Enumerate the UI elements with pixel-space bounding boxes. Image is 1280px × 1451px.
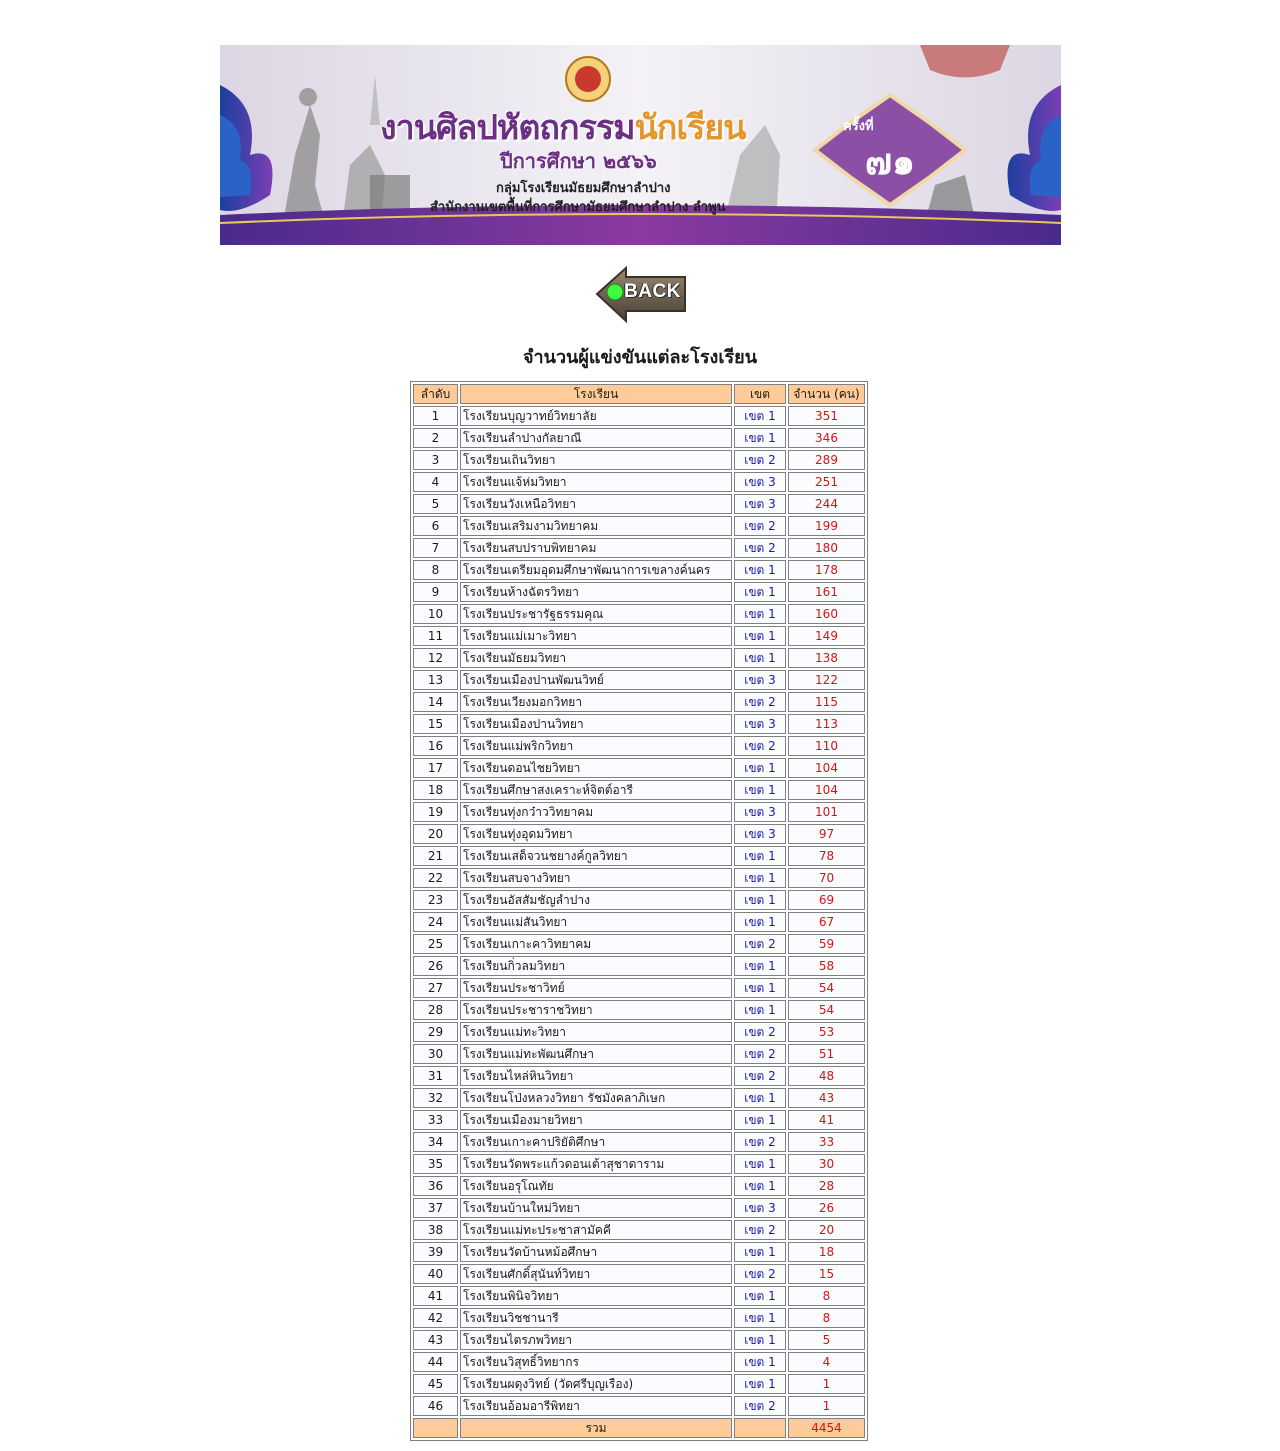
row-number: 12 [413, 648, 458, 668]
table-row [413, 648, 865, 668]
participant-count: 15 [788, 1264, 865, 1284]
row-number: 33 [413, 1110, 458, 1130]
table-row [413, 604, 865, 624]
zone-label: เขต 3 [734, 824, 786, 844]
row-number: 24 [413, 912, 458, 932]
row-number: 7 [413, 538, 458, 558]
row-number: 21 [413, 846, 458, 866]
participant-count: 41 [788, 1110, 865, 1130]
banner-year: ปีการศึกษา ๒๕๖๖ [500, 149, 657, 173]
table-row [413, 1352, 865, 1372]
school-name: โรงเรียนพินิจวิทยา [460, 1286, 732, 1306]
participant-count: 97 [788, 824, 865, 844]
header-count: จำนวน (คน) [788, 384, 865, 404]
table-row [413, 1264, 865, 1284]
zone-label: เขต 3 [734, 670, 786, 690]
total-label: รวม [460, 1418, 732, 1438]
row-number: 19 [413, 802, 458, 822]
school-name: โรงเรียนประชาวิทย์ [460, 978, 732, 998]
table-row [413, 1154, 865, 1174]
school-name: โรงเรียนเมืองปานวิทยา [460, 714, 732, 734]
table-row [413, 472, 865, 492]
school-name: โรงเรียนเกาะคาวิทยาคม [460, 934, 732, 954]
row-number: 36 [413, 1176, 458, 1196]
table-row [413, 1066, 865, 1086]
table-row [413, 824, 865, 844]
school-name: โรงเรียนบ้านใหม่วิทยา [460, 1198, 732, 1218]
table-header-row [413, 384, 865, 404]
zone-label: เขต 1 [734, 1330, 786, 1350]
row-number: 40 [413, 1264, 458, 1284]
zone-label: เขต 1 [734, 1308, 786, 1328]
row-number: 3 [413, 450, 458, 470]
school-name: โรงเรียนผดุงวิทย์ (วัดศรีบุญเรือง) [460, 1374, 732, 1394]
school-name: โรงเรียนลำปางกัลยาณี [460, 428, 732, 448]
zone-label: เขต 1 [734, 406, 786, 426]
school-name: โรงเรียนแม่สันวิทยา [460, 912, 732, 932]
zone-label: เขต 1 [734, 956, 786, 976]
school-name: โรงเรียนโป่งหลวงวิทยา รัชมังคลาภิเษก [460, 1088, 732, 1108]
school-name: โรงเรียนอรุโณทัย [460, 1176, 732, 1196]
zone-label: เขต 2 [734, 1264, 786, 1284]
zone-label: เขต 2 [734, 692, 786, 712]
row-number: 38 [413, 1220, 458, 1240]
banner-org-line1: กลุ่มโรงเรียนมัธยมศึกษาลำปาง [496, 181, 671, 196]
zone-label: เขต 1 [734, 868, 786, 888]
banner-org-line2: สำนักงานเขตพื้นที่การศึกษามัธยมศึกษาลำปาง ลำพูน [430, 200, 726, 215]
school-name: โรงเรียนเมืองปานพัฒนวิทย์ [460, 670, 732, 690]
participant-count: 351 [788, 406, 865, 426]
row-number: 16 [413, 736, 458, 756]
header-school: โรงเรียน [460, 384, 732, 404]
row-number: 32 [413, 1088, 458, 1108]
zone-label: เขต 1 [734, 428, 786, 448]
row-number: 22 [413, 868, 458, 888]
school-name: โรงเรียนเสริมงามวิทยาคม [460, 516, 732, 536]
school-name: โรงเรียนวิชชานารี [460, 1308, 732, 1328]
school-name: โรงเรียนแม่เมาะวิทยา [460, 626, 732, 646]
row-number: 13 [413, 670, 458, 690]
table-row [413, 1044, 865, 1064]
participant-count: 122 [788, 670, 865, 690]
school-name: โรงเรียนวิสุทธิ์วิทยากร [460, 1352, 732, 1372]
row-number: 43 [413, 1330, 458, 1350]
table-total-row [413, 1418, 865, 1438]
participant-count: 149 [788, 626, 865, 646]
school-name: โรงเรียนแม่ทะพัฒนศึกษา [460, 1044, 732, 1064]
table-row [413, 1088, 865, 1108]
school-name: โรงเรียนประชาราชวิทยา [460, 1000, 732, 1020]
school-name: โรงเรียนทุ่งอุดมวิทยา [460, 824, 732, 844]
row-number: 44 [413, 1352, 458, 1372]
participant-count: 101 [788, 802, 865, 822]
header-zone: เขต [734, 384, 786, 404]
row-number: 9 [413, 582, 458, 602]
participant-count: 178 [788, 560, 865, 580]
participant-count: 104 [788, 780, 865, 800]
participant-count: 115 [788, 692, 865, 712]
table-row [413, 846, 865, 866]
participant-count: 53 [788, 1022, 865, 1042]
participant-count: 161 [788, 582, 865, 602]
row-number: 27 [413, 978, 458, 998]
zone-label: เขต 2 [734, 1132, 786, 1152]
row-number: 18 [413, 780, 458, 800]
school-name: โรงเรียนห้างฉัตรวิทยา [460, 582, 732, 602]
zone-label: เขต 2 [734, 450, 786, 470]
school-name: โรงเรียนประชารัฐธรรมคุณ [460, 604, 732, 624]
zone-label: เขต 2 [734, 736, 786, 756]
back-button[interactable] [595, 265, 689, 325]
participant-count: 20 [788, 1220, 865, 1240]
table-row [413, 1000, 865, 1020]
school-name: โรงเรียนทุ่งกว๋าววิทยาคม [460, 802, 732, 822]
table-row [413, 582, 865, 602]
row-number: 5 [413, 494, 458, 514]
edition-label: ครั้งที่ [843, 119, 874, 134]
table-row [413, 736, 865, 756]
zone-label: เขต 1 [734, 1374, 786, 1394]
zone-label: เขต 1 [734, 560, 786, 580]
school-name: โรงเรียนไตรภพวิทยา [460, 1330, 732, 1350]
participant-count: 69 [788, 890, 865, 910]
zone-label: เขต 1 [734, 780, 786, 800]
table-row [413, 934, 865, 954]
table-row [413, 1022, 865, 1042]
participant-count: 180 [788, 538, 865, 558]
table-row [413, 912, 865, 932]
participant-count: 244 [788, 494, 865, 514]
participant-count: 51 [788, 1044, 865, 1064]
row-number: 37 [413, 1198, 458, 1218]
zone-label: เขต 2 [734, 1220, 786, 1240]
school-name: โรงเรียนอัสสัมชัญลำปาง [460, 890, 732, 910]
row-number: 34 [413, 1132, 458, 1152]
participant-count: 58 [788, 956, 865, 976]
table-row [413, 516, 865, 536]
participant-count: 346 [788, 428, 865, 448]
table-row [413, 1110, 865, 1130]
zone-label: เขต 3 [734, 472, 786, 492]
page-title: จำนวนผู้แข่งขันแต่ละโรงเรียน [522, 347, 757, 368]
participant-count: 113 [788, 714, 865, 734]
row-number: 35 [413, 1154, 458, 1174]
table-row [413, 406, 865, 426]
row-number: 31 [413, 1066, 458, 1086]
participant-count: 138 [788, 648, 865, 668]
row-number: 42 [413, 1308, 458, 1328]
zone-label: เขต 1 [734, 912, 786, 932]
zone-label: เขต 1 [734, 846, 786, 866]
zone-label: เขต 1 [734, 1110, 786, 1130]
school-name: โรงเรียนไหล่หินวิทยา [460, 1066, 732, 1086]
row-number: 46 [413, 1396, 458, 1416]
row-number: 41 [413, 1286, 458, 1306]
row-number: 15 [413, 714, 458, 734]
school-name: โรงเรียนเกาะคาปริยัติศึกษา [460, 1132, 732, 1152]
school-name: โรงเรียนเถินวิทยา [460, 450, 732, 470]
zone-label: เขต 2 [734, 1022, 786, 1042]
table-row [413, 890, 865, 910]
participant-count: 8 [788, 1308, 865, 1328]
participants-table [410, 381, 868, 1441]
participant-count: 54 [788, 1000, 865, 1020]
zone-label: เขต 1 [734, 1154, 786, 1174]
row-number: 14 [413, 692, 458, 712]
row-number: 11 [413, 626, 458, 646]
table-row [413, 428, 865, 448]
table-row [413, 978, 865, 998]
zone-label: เขต 2 [734, 934, 786, 954]
zone-label: เขต 1 [734, 978, 786, 998]
zone-label: เขต 2 [734, 1396, 786, 1416]
participant-count: 199 [788, 516, 865, 536]
table-row [413, 1176, 865, 1196]
school-name: โรงเรียนบุญวาทย์วิทยาลัย [460, 406, 732, 426]
zone-label: เขต 2 [734, 538, 786, 558]
participant-count: 70 [788, 868, 865, 888]
banner-title: งานศิลปหัตถกรรมนักเรียน [380, 108, 746, 148]
row-number: 10 [413, 604, 458, 624]
table-row [413, 956, 865, 976]
table-row [413, 1242, 865, 1262]
row-number: 8 [413, 560, 458, 580]
table-row [413, 670, 865, 690]
zone-label: เขต 1 [734, 1088, 786, 1108]
zone-label: เขต 2 [734, 1044, 786, 1064]
zone-label: เขต 1 [734, 1176, 786, 1196]
participant-count: 1 [788, 1374, 865, 1394]
zone-label: เขต 1 [734, 1286, 786, 1306]
total-spacer [413, 1418, 458, 1438]
row-number: 30 [413, 1044, 458, 1064]
table-row [413, 868, 865, 888]
zone-label: เขต 1 [734, 1352, 786, 1372]
table-row [413, 1396, 865, 1416]
zone-label: เขต 1 [734, 648, 786, 668]
school-name: โรงเรียนเสด็จวนชยางค์กูลวิทยา [460, 846, 732, 866]
participant-count: 54 [788, 978, 865, 998]
table-row [413, 802, 865, 822]
school-name: โรงเรียนศักดิ์สุนันท์วิทยา [460, 1264, 732, 1284]
row-number: 2 [413, 428, 458, 448]
row-number: 23 [413, 890, 458, 910]
participant-count: 43 [788, 1088, 865, 1108]
participant-count: 110 [788, 736, 865, 756]
row-number: 28 [413, 1000, 458, 1020]
table-row [413, 450, 865, 470]
row-number: 39 [413, 1242, 458, 1262]
school-name: โรงเรียนเตรียมอุดมศึกษาพัฒนาการเขลางค์นคร [460, 560, 732, 580]
school-name: โรงเรียนวัดบ้านหม้อศึกษา [460, 1242, 732, 1262]
row-number: 6 [413, 516, 458, 536]
school-name: โรงเรียนเวียงมอกวิทยา [460, 692, 732, 712]
school-name: โรงเรียนศึกษาสงเคราะห์จิตต์อารี [460, 780, 732, 800]
zone-label: เขต 1 [734, 626, 786, 646]
school-name: โรงเรียนแจ้ห่มวิทยา [460, 472, 732, 492]
row-number: 4 [413, 472, 458, 492]
school-name: โรงเรียนกิ่วลมวิทยา [460, 956, 732, 976]
zone-label: เขต 2 [734, 1066, 786, 1086]
row-number: 17 [413, 758, 458, 778]
row-number: 29 [413, 1022, 458, 1042]
participant-count: 104 [788, 758, 865, 778]
header-no: ลำดับ [413, 384, 458, 404]
participant-count: 30 [788, 1154, 865, 1174]
total-spacer [734, 1418, 786, 1438]
participant-count: 78 [788, 846, 865, 866]
table-row [413, 1220, 865, 1240]
row-number: 26 [413, 956, 458, 976]
zone-label: เขต 3 [734, 494, 786, 514]
school-name: โรงเรียนแม่พริกวิทยา [460, 736, 732, 756]
school-name: โรงเรียนสบจางวิทยา [460, 868, 732, 888]
zone-label: เขต 1 [734, 604, 786, 624]
table-row [413, 538, 865, 558]
school-name: โรงเรียนเมืองมายวิทยา [460, 1110, 732, 1130]
school-name: โรงเรียนแม่ทะประชาสามัคคี [460, 1220, 732, 1240]
participant-count: 33 [788, 1132, 865, 1152]
school-name: โรงเรียนอ้อมอารีพิทยา [460, 1396, 732, 1416]
zone-label: เขต 1 [734, 758, 786, 778]
participant-count: 1 [788, 1396, 865, 1416]
table-row [413, 1330, 865, 1350]
zone-label: เขต 1 [734, 1000, 786, 1020]
participant-count: 59 [788, 934, 865, 954]
back-button-label: BACK [624, 281, 681, 302]
zone-label: เขต 3 [734, 714, 786, 734]
table-row [413, 494, 865, 514]
school-name: โรงเรียนมัธยมวิทยา [460, 648, 732, 668]
participant-count: 160 [788, 604, 865, 624]
table-row [413, 626, 865, 646]
table-row [413, 560, 865, 580]
table-row [413, 1308, 865, 1328]
table-row [413, 1286, 865, 1306]
participant-count: 28 [788, 1176, 865, 1196]
participant-count: 4 [788, 1352, 865, 1372]
school-name: โรงเรียนดอนไชยวิทยา [460, 758, 732, 778]
zone-label: เขต 1 [734, 890, 786, 910]
zone-label: เขต 3 [734, 1198, 786, 1218]
table-row [413, 1132, 865, 1152]
row-number: 20 [413, 824, 458, 844]
row-number: 25 [413, 934, 458, 954]
school-name: โรงเรียนสบปราบพิทยาคม [460, 538, 732, 558]
total-value: 4454 [788, 1418, 865, 1438]
school-name: โรงเรียนแม่ทะวิทยา [460, 1022, 732, 1042]
participant-count: 26 [788, 1198, 865, 1218]
participant-count: 251 [788, 472, 865, 492]
table-row [413, 692, 865, 712]
table-row [413, 1198, 865, 1218]
participant-count: 18 [788, 1242, 865, 1262]
participant-count: 5 [788, 1330, 865, 1350]
zone-label: เขต 1 [734, 582, 786, 602]
event-banner [220, 45, 1061, 245]
table-row [413, 1374, 865, 1394]
row-number: 1 [413, 406, 458, 426]
table-row [413, 758, 865, 778]
participant-count: 289 [788, 450, 865, 470]
participant-count: 67 [788, 912, 865, 932]
zone-label: เขต 3 [734, 802, 786, 822]
table-row [413, 780, 865, 800]
edition-number: ๗๑ [865, 141, 915, 183]
row-number: 45 [413, 1374, 458, 1394]
school-name: โรงเรียนวัดพระแก้วดอนเต้าสุชาดาราม [460, 1154, 732, 1174]
zone-label: เขต 1 [734, 1242, 786, 1262]
zone-label: เขต 2 [734, 516, 786, 536]
participant-count: 48 [788, 1066, 865, 1086]
school-name: โรงเรียนวังเหนือวิทยา [460, 494, 732, 514]
participant-count: 8 [788, 1286, 865, 1306]
table-row [413, 714, 865, 734]
